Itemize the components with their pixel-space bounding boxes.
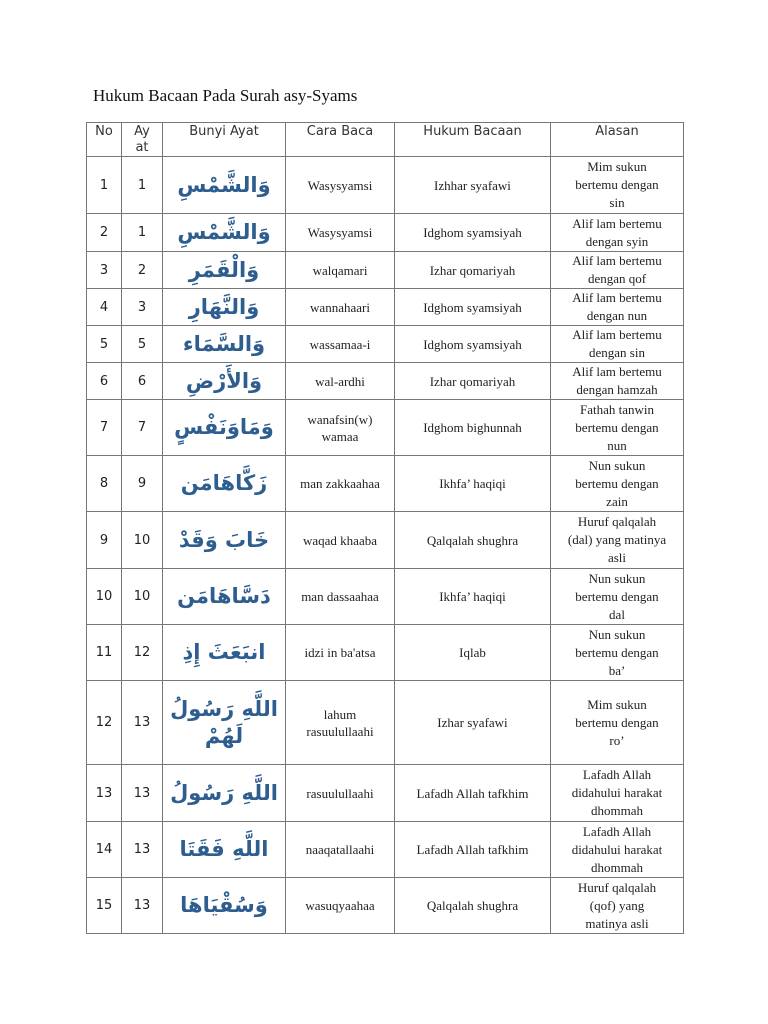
cell-ayat: 2 bbox=[122, 252, 163, 289]
table-row bbox=[87, 214, 684, 252]
header-ayat-line1: Ay bbox=[134, 124, 150, 139]
alasan-line: sin bbox=[609, 195, 625, 210]
cell-bunyi-ayat: دَسَّاهَامَن bbox=[163, 569, 286, 625]
cell-hukum-bacaan: Lafadh Allah tafkhim bbox=[395, 765, 551, 822]
alasan-line: zain bbox=[606, 493, 628, 509]
cell-bunyi-ayat: وَسُقْيَاهَا bbox=[163, 878, 286, 934]
alasan-line: nun bbox=[607, 437, 627, 453]
cell-no: 4 bbox=[87, 289, 122, 326]
cell-bunyi-ayat: وَالأَرْضِ bbox=[163, 363, 286, 400]
cell-alasan bbox=[551, 512, 684, 569]
cell-ayat: 10 bbox=[122, 569, 163, 625]
table-body bbox=[87, 157, 684, 934]
cell-cara-baca: wassamaa-i bbox=[286, 326, 395, 363]
cell-hukum-bacaan: Qalqalah shughra bbox=[395, 878, 551, 934]
cell-cara-baca: Wasysyamsi bbox=[286, 157, 395, 214]
alasan-line: bertemu dengan bbox=[575, 714, 659, 730]
cell-no: 5 bbox=[87, 326, 122, 363]
alasan-line: didahului harakat bbox=[571, 785, 663, 800]
cell-cara-baca: wal-ardhi bbox=[286, 363, 395, 400]
cell-no: 9 bbox=[87, 512, 122, 569]
cell-ayat: 10 bbox=[122, 512, 163, 569]
cell-cara-baca: naaqatallaahi bbox=[286, 822, 395, 878]
cell-cara-baca: walqamari bbox=[286, 252, 395, 289]
cell-alasan bbox=[551, 765, 684, 822]
table-row bbox=[87, 765, 684, 822]
cell-ayat: 1 bbox=[122, 157, 163, 214]
cell-alasan bbox=[551, 214, 684, 252]
cell-cara-baca: man zakkaahaa bbox=[286, 456, 395, 512]
cell-alasan bbox=[551, 681, 684, 765]
cell-ayat: 5 bbox=[122, 326, 163, 363]
cell-alasan bbox=[551, 289, 684, 326]
table-row bbox=[87, 625, 684, 681]
cell-cara-baca: wanafsin(w) wamaa bbox=[286, 400, 395, 456]
cell-cara-baca: man dassaahaa bbox=[286, 569, 395, 625]
alasan-line: bertemu dengan bbox=[575, 588, 659, 604]
cell-bunyi-ayat: اللَّهِ فَقَتَا bbox=[163, 822, 286, 878]
table-row bbox=[87, 326, 684, 363]
header-no: No bbox=[87, 123, 122, 157]
table-row bbox=[87, 363, 684, 400]
cell-alasan bbox=[551, 157, 684, 214]
alasan-line: Alif lam bertemu bbox=[572, 290, 662, 305]
document-title: Hukum Bacaan Pada Surah asy-Syams bbox=[93, 86, 358, 105]
table-row bbox=[87, 878, 684, 934]
table-row bbox=[87, 400, 684, 456]
cell-cara-baca: wasuqyaahaa bbox=[286, 878, 395, 934]
cell-hukum-bacaan: Izhar syafawi bbox=[395, 681, 551, 765]
cell-bunyi-ayat: وَالْقَمَرِ bbox=[163, 252, 286, 289]
cell-alasan bbox=[551, 569, 684, 625]
table-row bbox=[87, 456, 684, 512]
cell-cara-baca: idzi in ba'atsa bbox=[286, 625, 395, 681]
cell-alasan bbox=[551, 822, 684, 878]
cell-no: 13 bbox=[87, 765, 122, 822]
alasan-line: (qof) yang bbox=[589, 897, 645, 913]
table-header-row bbox=[87, 123, 684, 157]
cell-hukum-bacaan: Qalqalah shughra bbox=[395, 512, 551, 569]
cell-no: 7 bbox=[87, 400, 122, 456]
alasan-line: dhommah bbox=[591, 859, 643, 875]
cell-hukum-bacaan: Ikhfa’ haqiqi bbox=[395, 456, 551, 512]
alasan-line: Lafadh Allah bbox=[582, 823, 652, 839]
alasan-line: Huruf qalqalah bbox=[577, 879, 657, 895]
cell-ayat: 12 bbox=[122, 625, 163, 681]
alasan-line: bertemu dengan bbox=[575, 475, 659, 491]
cell-hukum-bacaan: Idghom syamsiyah bbox=[395, 326, 551, 363]
cell-cara-baca: rasuulullaahi bbox=[286, 765, 395, 822]
cell-ayat: 3 bbox=[122, 289, 163, 326]
cell-hukum-bacaan: Izhhar syafawi bbox=[395, 157, 551, 214]
cell-hukum-bacaan: Idghom syamsiyah bbox=[395, 289, 551, 326]
cell-no: 3 bbox=[87, 252, 122, 289]
alasan-line: Alif lam bertemu bbox=[572, 327, 662, 342]
alasan-line: dengan hamzah bbox=[576, 382, 658, 397]
hukum-bacaan-table bbox=[86, 122, 684, 934]
cell-hukum-bacaan: Idghom bighunnah bbox=[395, 400, 551, 456]
cell-bunyi-ayat: انبَعَثَ إِذِ bbox=[163, 625, 286, 681]
cell-bunyi-ayat: وَمَاوَنَفْسٍ bbox=[163, 400, 286, 456]
cell-no: 12 bbox=[87, 681, 122, 765]
cell-cara-baca: waqad khaaba bbox=[286, 512, 395, 569]
cell-bunyi-ayat: خَابَ وَقَدْ bbox=[163, 512, 286, 569]
alasan-line: Alif lam bertemu bbox=[572, 215, 662, 231]
alasan-line: didahului harakat bbox=[571, 841, 663, 857]
cell-hukum-bacaan: Lafadh Allah tafkhim bbox=[395, 822, 551, 878]
cell-cara-baca: wannahaari bbox=[286, 289, 395, 326]
alasan-line: Mim sukun bbox=[587, 696, 647, 712]
cell-bunyi-ayat: اللَّهِ رَسُولُ bbox=[163, 765, 286, 822]
alasan-line: Nun sukun bbox=[588, 626, 646, 642]
cell-alasan bbox=[551, 400, 684, 456]
cell-no: 14 bbox=[87, 822, 122, 878]
cell-alasan bbox=[551, 456, 684, 512]
cell-alasan bbox=[551, 326, 684, 363]
alasan-line: ro’ bbox=[609, 732, 625, 748]
cell-hukum-bacaan: Idghom syamsiyah bbox=[395, 214, 551, 252]
alasan-line: bertemu dengan bbox=[575, 644, 659, 660]
cell-ayat: 13 bbox=[122, 765, 163, 822]
alasan-line: bertemu dengan bbox=[575, 177, 659, 192]
alasan-line: Fathah tanwin bbox=[579, 401, 654, 417]
alasan-line: Lafadh Allah bbox=[582, 767, 652, 782]
table-row bbox=[87, 157, 684, 214]
header-bunyi-ayat: Bunyi Ayat bbox=[163, 123, 286, 157]
alasan-line: dengan nun bbox=[586, 308, 648, 323]
alasan-line: (dal) yang matinya bbox=[567, 532, 667, 547]
cell-bunyi-ayat: اللَّهِ رَسُولُ لَهُمْ bbox=[163, 681, 286, 765]
alasan-line: Mim sukun bbox=[587, 159, 647, 174]
alasan-line: matinya asli bbox=[585, 915, 649, 931]
alasan-line: Alif lam bertemu bbox=[572, 364, 662, 379]
cell-ayat: 13 bbox=[122, 681, 163, 765]
cell-cara-baca: Wasysyamsi bbox=[286, 214, 395, 252]
table-row bbox=[87, 822, 684, 878]
alasan-line: dhommah bbox=[591, 803, 643, 818]
cell-hukum-bacaan: Izhar qomariyah bbox=[395, 252, 551, 289]
header-alasan: Alasan bbox=[551, 123, 684, 157]
table-row bbox=[87, 289, 684, 326]
cell-ayat: 13 bbox=[122, 878, 163, 934]
alasan-line: asli bbox=[607, 550, 627, 565]
cell-alasan bbox=[551, 252, 684, 289]
table-row bbox=[87, 252, 684, 289]
alasan-line: Alif lam bertemu bbox=[572, 253, 662, 268]
cell-bunyi-ayat: وَالنَّهَارِ bbox=[163, 289, 286, 326]
header-ayat bbox=[122, 123, 163, 157]
cell-bunyi-ayat: وَالشَّمْسِ bbox=[163, 157, 286, 214]
cell-no: 6 bbox=[87, 363, 122, 400]
table-row bbox=[87, 681, 684, 765]
cell-hukum-bacaan: Iqlab bbox=[395, 625, 551, 681]
alasan-line: bertemu dengan bbox=[575, 419, 659, 435]
alasan-line: Huruf qalqalah bbox=[577, 514, 657, 529]
alasan-line: dengan qof bbox=[587, 271, 647, 286]
cell-ayat: 7 bbox=[122, 400, 163, 456]
cell-bunyi-ayat: وَالشَّمْسِ bbox=[163, 214, 286, 252]
table-row bbox=[87, 569, 684, 625]
alasan-line: Nun sukun bbox=[588, 570, 646, 586]
cell-no: 1 bbox=[87, 157, 122, 214]
header-hukum-bacaan: Hukum Bacaan bbox=[395, 123, 551, 157]
cell-alasan bbox=[551, 878, 684, 934]
cell-hukum-bacaan: Ikhfa’ haqiqi bbox=[395, 569, 551, 625]
cell-ayat: 6 bbox=[122, 363, 163, 400]
cell-alasan bbox=[551, 625, 684, 681]
table-row bbox=[87, 512, 684, 569]
cell-no: 2 bbox=[87, 214, 122, 252]
alasan-line: Nun sukun bbox=[588, 457, 646, 473]
cell-alasan bbox=[551, 363, 684, 400]
cell-ayat: 13 bbox=[122, 822, 163, 878]
cell-no: 8 bbox=[87, 456, 122, 512]
alasan-line: dal bbox=[609, 606, 625, 622]
header-ayat-line2: at bbox=[135, 140, 149, 155]
cell-ayat: 1 bbox=[122, 214, 163, 252]
cell-bunyi-ayat: زَكَّاهَامَن bbox=[163, 456, 286, 512]
cell-bunyi-ayat: وَالسَّمَاء bbox=[163, 326, 286, 363]
alasan-line: ba’ bbox=[608, 662, 626, 678]
alasan-line: dengan syin bbox=[585, 233, 649, 249]
alasan-line: dengan sin bbox=[589, 345, 645, 360]
cell-no: 11 bbox=[87, 625, 122, 681]
header-cara-baca: Cara Baca bbox=[286, 123, 395, 157]
cell-ayat: 9 bbox=[122, 456, 163, 512]
cell-no: 15 bbox=[87, 878, 122, 934]
cell-cara-baca: lahum rasuulullaahi bbox=[286, 681, 395, 765]
cell-hukum-bacaan: Izhar qomariyah bbox=[395, 363, 551, 400]
cell-no: 10 bbox=[87, 569, 122, 625]
